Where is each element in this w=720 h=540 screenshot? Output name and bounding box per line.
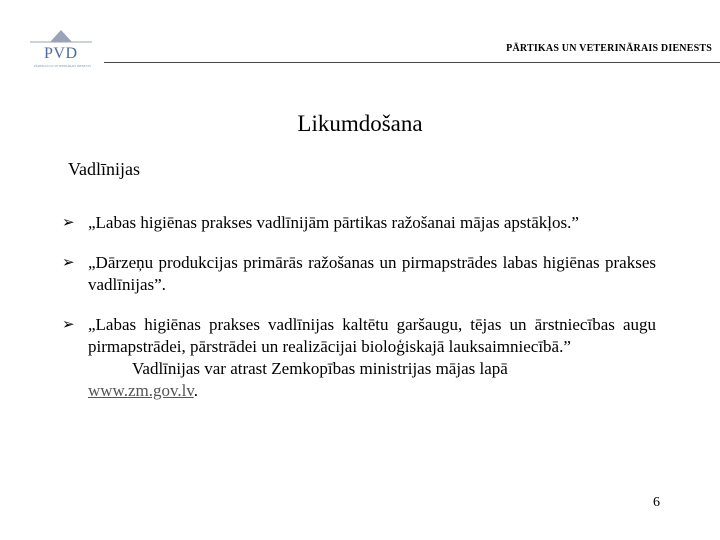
note-line [88,358,656,380]
organization-name: PĀRTIKAS UN VETERINĀRAIS DIENESTS [506,43,712,54]
ministry-website-link[interactable]: www.zm.gov.lv [88,381,194,400]
page-number: 6 [653,495,660,510]
bullet-text: „Labas higiēnas prakses vadlīnijām pārtikas ražošanai mājas apstākļos.” [88,213,579,232]
bullet-item [62,212,656,234]
arrow-bullet-icon: ➢ [62,215,75,231]
bullet-text: „Labas higiēnas prakses vadlīnijas kaltētu garšaugu, tējas un ārstniecības augu pirmapstrādei, pārstrādei un realizācijai bioloģiskajā lauksaimniecībā.” [88,315,656,356]
note-text: Vadlīnijas var atrast Zemkopības ministrijas mājas lapā [132,359,508,378]
bullet-item [62,314,656,402]
logo-text: PVD [44,45,78,62]
bullet-text: „Dārzeņu produkcijas primārās ražošanas un pirmapstrādes labas higiēnas prakses vadlīnijas”. [88,253,656,294]
arrow-bullet-icon: ➢ [62,255,75,271]
slide-title: Likumdošana [297,111,423,136]
header-divider [104,62,720,63]
bullet-list [62,212,656,420]
link-suffix: . [193,381,199,400]
arrow-bullet-icon: ➢ [62,317,75,333]
bullet-item [62,252,656,296]
logo-subtitle: PĀRTIKAS UN VETERINĀRAIS DIENESTS [34,64,92,68]
slide-subtitle: Vadlīnijas [68,159,140,179]
